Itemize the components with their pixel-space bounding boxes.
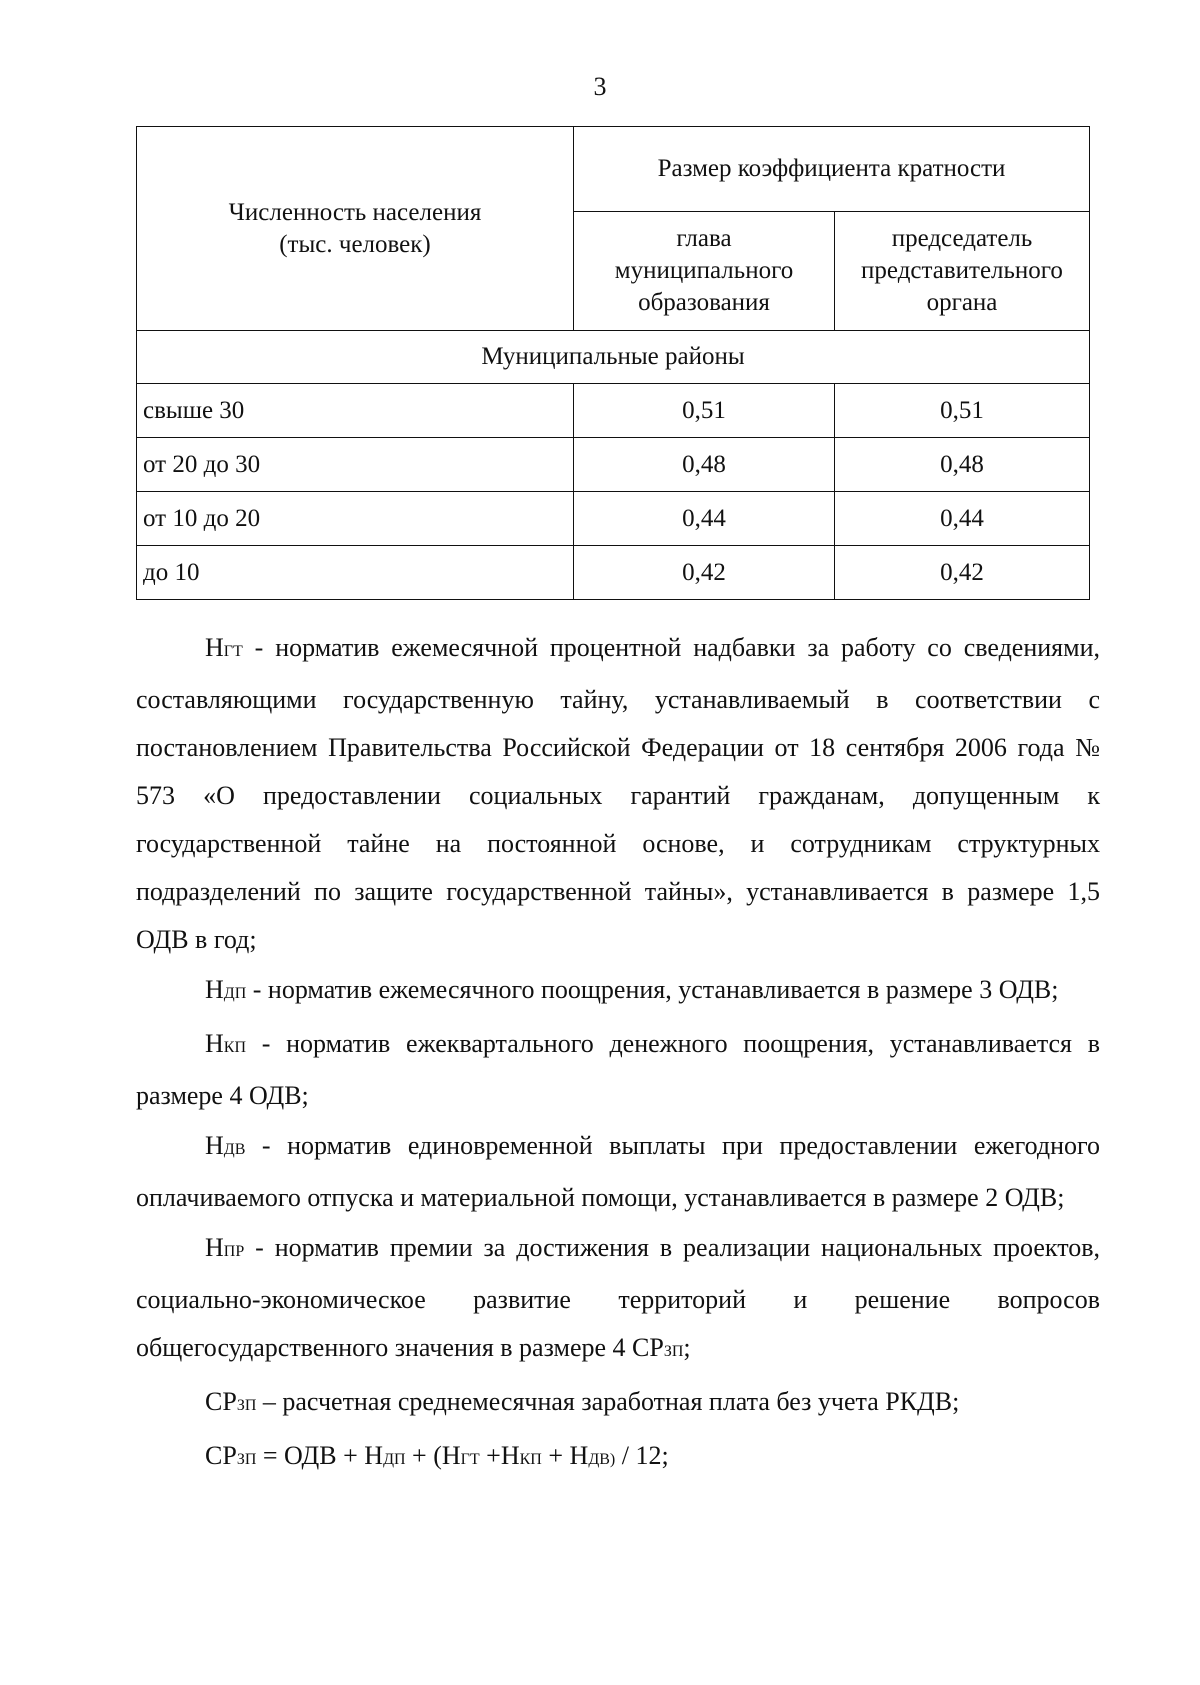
header-population bbox=[137, 127, 574, 331]
table-header-row bbox=[137, 127, 1090, 212]
row-label: от 10 до 20 bbox=[137, 492, 574, 546]
section-row bbox=[137, 331, 1090, 384]
header-chair-line3: органа bbox=[926, 289, 998, 316]
symbol-subscript: ДП bbox=[223, 985, 247, 1002]
norm-symbol bbox=[205, 975, 246, 1004]
row-label: свыше 30 bbox=[137, 384, 574, 438]
paragraph-tail: ; bbox=[683, 1333, 691, 1362]
row-chair-value: 0,48 bbox=[835, 438, 1090, 492]
header-head-line1: глава bbox=[676, 225, 732, 252]
row-chair-value: 0,44 bbox=[835, 492, 1090, 546]
paragraph-average-salary bbox=[136, 1378, 1100, 1430]
paragraph-quarterly-incentive bbox=[136, 1020, 1100, 1120]
table-row bbox=[137, 492, 1090, 546]
row-head-value: 0,51 bbox=[574, 384, 835, 438]
formula-part: = ОДВ + Н bbox=[256, 1441, 384, 1470]
norm-symbol bbox=[205, 1131, 245, 1160]
body-text bbox=[136, 624, 1100, 1486]
paragraph-state-secret-allowance bbox=[136, 624, 1100, 964]
row-head-value: 0,42 bbox=[574, 546, 835, 600]
header-chair-line1: председатель bbox=[891, 225, 1033, 252]
paragraph-text: - норматив премии за достижения в реализации национальных проектов, социально-экономическое развитие территорий и решение вопросов общегосударственного значения в размере 4 СР bbox=[136, 1233, 1100, 1362]
section-title: Муниципальные районы bbox=[137, 331, 1090, 384]
paragraph-text: – расчетная среднемесячная заработная плата без учета РКДВ; bbox=[256, 1387, 960, 1416]
symbol-base: Н bbox=[205, 1131, 224, 1160]
header-head-of-municipality bbox=[574, 212, 835, 331]
paragraph-text: - норматив ежемесячного поощрения, устанавливается в размере 3 ОДВ; bbox=[246, 975, 1059, 1004]
norm-symbol bbox=[205, 1029, 246, 1058]
formula-line bbox=[136, 1432, 1100, 1484]
row-head-value: 0,44 bbox=[574, 492, 835, 546]
header-population-line2: (тыс. человек) bbox=[279, 230, 431, 258]
row-head-value: 0,48 bbox=[574, 438, 835, 492]
header-coefficient-group: Размер коэффициента кратности bbox=[574, 127, 1090, 212]
row-label: до 10 bbox=[137, 546, 574, 600]
symbol-base: Н bbox=[205, 633, 224, 662]
table-row bbox=[137, 438, 1090, 492]
row-label: от 20 до 30 bbox=[137, 438, 574, 492]
norm-symbol bbox=[205, 1387, 256, 1416]
formula-part: / 12; bbox=[615, 1441, 669, 1470]
header-population-line1: Численность населения bbox=[228, 198, 482, 226]
tail-subscript: ЗП bbox=[663, 1343, 684, 1360]
symbol-subscript: ЗП bbox=[236, 1397, 257, 1414]
formula-subscript: ДВ) bbox=[588, 1451, 616, 1468]
symbol-base: Н bbox=[205, 975, 224, 1004]
formula-part: + (Н bbox=[405, 1441, 461, 1470]
formula-subscript: ГТ bbox=[460, 1451, 480, 1468]
paragraph-text: - норматив ежеквартального денежного поощрения, устанавливается в размере 4 ОДВ; bbox=[136, 1029, 1100, 1110]
symbol-base: Н bbox=[205, 1029, 224, 1058]
symbol-subscript: ДВ bbox=[223, 1141, 246, 1158]
table-row bbox=[137, 546, 1090, 600]
norm-symbol bbox=[205, 1233, 244, 1262]
formula-subscript: ДП bbox=[383, 1451, 406, 1468]
header-chair-of-body bbox=[835, 212, 1090, 331]
formula-part: + Н bbox=[541, 1441, 589, 1470]
symbol-subscript: КП bbox=[223, 1039, 247, 1056]
norm-symbol bbox=[205, 633, 243, 662]
table-row bbox=[137, 384, 1090, 438]
header-chair-line2: представительного bbox=[861, 257, 1063, 284]
header-head-line3: образования bbox=[638, 289, 770, 316]
formula-subscript: КП bbox=[519, 1451, 542, 1468]
coefficient-table bbox=[136, 126, 1090, 600]
row-chair-value: 0,42 bbox=[835, 546, 1090, 600]
paragraph-one-time-payment bbox=[136, 1122, 1100, 1222]
formula-lhs: СР bbox=[205, 1441, 237, 1470]
symbol-subscript: ПР bbox=[223, 1243, 245, 1260]
paragraph-achievement-bonus bbox=[136, 1224, 1100, 1376]
symbol-base: Н bbox=[205, 1233, 224, 1262]
formula-part: +Н bbox=[479, 1441, 520, 1470]
symbol-base: СР bbox=[205, 1387, 237, 1416]
row-chair-value: 0,51 bbox=[835, 384, 1090, 438]
symbol-subscript: ГТ bbox=[223, 643, 243, 660]
page-number: 3 bbox=[593, 72, 607, 101]
paragraph-text: - норматив ежемесячной процентной надбавки за работу со сведениями, составляющими государственную тайну, устанавливаемый в соответствии с постановлением Правительства Российской Федерации от 18 сентября 2006 года № 573 «О предоставлении социальных гарантий гражданам, допущенным к государственной тайне на постоянной основе, и сотрудникам структурных подразделений по защите государственной тайны», устанавливается в размере 1,5 ОДВ в год; bbox=[136, 633, 1100, 954]
paragraph-text: - норматив единовременной выплаты при предоставлении ежегодного оплачиваемого отпуска и материальной помощи, устанавливается в размере 2 ОДВ; bbox=[136, 1131, 1100, 1212]
formula-lhs-subscript: ЗП bbox=[236, 1451, 257, 1468]
header-head-line2: муниципального bbox=[614, 257, 794, 284]
paragraph-monthly-incentive bbox=[136, 966, 1100, 1018]
